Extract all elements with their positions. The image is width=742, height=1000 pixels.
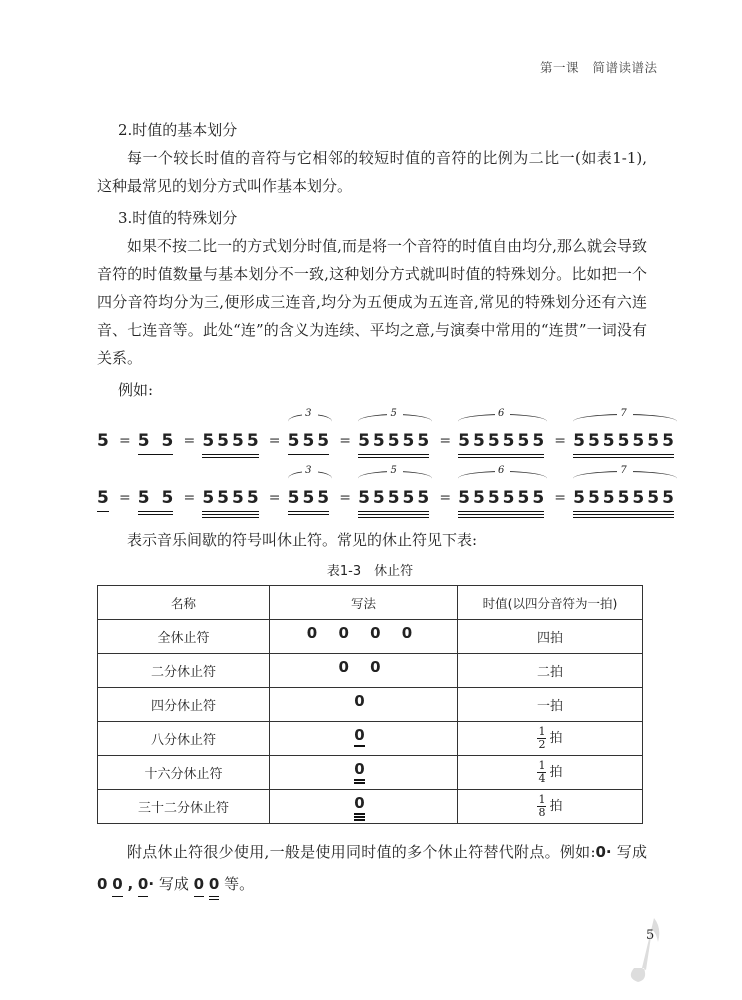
- table-row: [98, 688, 643, 722]
- tuplet-bracket: [288, 465, 333, 486]
- underline: [458, 457, 544, 459]
- underline: [288, 454, 330, 456]
- equals-sign: =: [268, 433, 281, 449]
- tuplet-bracket: [458, 465, 547, 486]
- rest-symbol: 0 0 0 0: [306, 623, 421, 642]
- equals-sign: =: [439, 433, 452, 449]
- underline: [573, 454, 674, 456]
- underline: [202, 517, 258, 519]
- rest-eighth: 0: [112, 874, 122, 898]
- table-row: [98, 722, 643, 756]
- page-body: [97, 112, 677, 900]
- etc-text: 等。: [224, 875, 255, 893]
- closing-paragraph: [97, 836, 647, 900]
- tuplet-bracket: [458, 408, 547, 429]
- closing-text: 附点休止符很少使用,一般是使用同时值的多个休止符替代附点。例如:: [127, 843, 596, 861]
- underline: [458, 454, 544, 456]
- rest-notation-cell: [270, 654, 458, 688]
- equals-sign: =: [183, 433, 196, 449]
- note-group: [458, 408, 548, 461]
- note-group: [138, 430, 177, 461]
- rest-notation-cell: [270, 688, 458, 722]
- equals-sign: =: [118, 490, 131, 506]
- underline: [573, 517, 674, 519]
- underline: [202, 511, 258, 513]
- rest-name: 二分休止符: [98, 654, 270, 688]
- note-group: [138, 487, 177, 518]
- table-row: [98, 654, 643, 688]
- write-as-2: 写成: [158, 875, 189, 893]
- notes: 5555555: [573, 488, 677, 508]
- write-as: 写成: [616, 843, 647, 861]
- underline: [97, 511, 109, 513]
- underline: [138, 511, 174, 513]
- note-group: [458, 465, 548, 518]
- note-group: [202, 487, 261, 518]
- tuplet-number: 3: [302, 465, 317, 476]
- underline: [358, 457, 429, 459]
- tuplet-number: 5: [387, 408, 402, 419]
- col-header-notation: 写法: [270, 586, 458, 620]
- underline: [138, 454, 174, 456]
- rest-duration: 二拍: [458, 654, 643, 688]
- rest-notation-cell: [270, 790, 458, 824]
- tuplet-number: 6: [495, 465, 510, 476]
- underline: [358, 514, 429, 516]
- rest-symbol: 0 0: [338, 657, 389, 676]
- table-caption: 表1-3 休止符: [326, 564, 414, 579]
- comma: ,: [127, 875, 134, 893]
- rest-table: [97, 585, 643, 824]
- note-group: [97, 430, 112, 461]
- underline: [458, 511, 544, 513]
- equals-sign: =: [554, 433, 566, 449]
- underline: [358, 517, 429, 519]
- note-group: [202, 430, 261, 461]
- tuplet-bracket: [358, 465, 432, 486]
- notation-row-1: [97, 408, 677, 461]
- rest-zero: 0: [97, 875, 108, 893]
- tuplet-bracket: [288, 408, 333, 429]
- rest-duration: $\frac{1}{8}$ 拍: [458, 790, 643, 824]
- equals-sign: =: [268, 490, 281, 506]
- table-row: [98, 756, 643, 790]
- notes: 5555: [202, 488, 262, 508]
- rest-symbol: 0: [354, 691, 373, 710]
- rest-name: 三十二分休止符: [98, 790, 270, 824]
- rest-intro: 表示音乐间歇的符号叫休止符。常见的休止符见下表:: [127, 531, 478, 549]
- notes: 5 5: [137, 488, 177, 508]
- col-header-name: 名称: [98, 586, 270, 620]
- note-group: [358, 465, 433, 518]
- rest-name: 四分休止符: [98, 688, 270, 722]
- note-group: [573, 465, 677, 518]
- notes: 5555555: [573, 431, 677, 451]
- chapter-label: 第一课: [540, 60, 580, 75]
- music-note-decoration-icon: [628, 908, 668, 988]
- table-header-row: [98, 586, 643, 620]
- rest-duration: 四拍: [458, 620, 643, 654]
- rest-duration: $\frac{1}{2}$ 拍: [458, 722, 643, 756]
- underline: [288, 514, 330, 516]
- underline: [138, 514, 174, 516]
- tuplet-number: 5: [387, 465, 402, 476]
- tuplet-number: 6: [495, 408, 510, 419]
- rest-eighth-2: 0: [194, 874, 204, 898]
- notes: 5: [97, 431, 112, 451]
- equals-sign: =: [554, 490, 566, 506]
- tuplet-number: 7: [617, 465, 632, 476]
- tuplet-bracket: [573, 408, 677, 429]
- underline: [358, 511, 429, 513]
- rest-sixteenth: 0: [209, 874, 219, 898]
- notes: 555: [287, 431, 333, 451]
- underline: [288, 511, 330, 513]
- col-header-duration: 时值(以四分音符为一拍): [458, 586, 643, 620]
- notes: 555555: [458, 488, 548, 508]
- dotted-eighth-rest: 0·: [138, 874, 154, 898]
- note-group: [358, 408, 433, 461]
- equals-sign: =: [439, 490, 452, 506]
- notes: 55555: [358, 431, 433, 451]
- notes: 555: [287, 488, 333, 508]
- rest-symbol: 0: [354, 760, 372, 786]
- fraction: $\frac{1}{4}$: [538, 759, 546, 785]
- rest-name: 十六分休止符: [98, 756, 270, 790]
- equals-sign: =: [339, 490, 351, 506]
- rest-notation-cell: [270, 722, 458, 756]
- underline: [202, 454, 258, 456]
- notes: 55555: [358, 488, 433, 508]
- underline: [573, 514, 674, 516]
- fraction: $\frac{1}{8}$: [538, 793, 546, 819]
- rest-duration: 一拍: [458, 688, 643, 722]
- page-number: 5: [646, 928, 655, 943]
- tuplet-number: 7: [617, 408, 632, 419]
- rest-notation-cell: [270, 620, 458, 654]
- fraction: $\frac{1}{2}$: [538, 725, 546, 751]
- underline: [458, 517, 544, 519]
- rest-name: 全休止符: [98, 620, 270, 654]
- equals-sign: =: [339, 433, 351, 449]
- section-2-paragraph: 每一个较长时值的音符与它相邻的较短时值的音符的比例为二比一(如表1-1),这种最常见的划分方式叫作基本划分。: [97, 149, 647, 195]
- running-header: [540, 58, 657, 76]
- equals-sign: =: [118, 433, 131, 449]
- rest-symbol: 0: [354, 726, 372, 752]
- rest-notation-cell: [270, 756, 458, 790]
- rest-symbol: 0: [354, 794, 372, 820]
- notes: 555555: [458, 431, 548, 451]
- underline: [202, 514, 258, 516]
- underline: [573, 457, 674, 459]
- section-heading-3: 3.时值的特殊划分: [118, 209, 238, 227]
- note-group: [97, 487, 112, 518]
- chapter-title: 简谱读谱法: [592, 60, 658, 75]
- example-label: 例如:: [118, 381, 154, 399]
- note-group: [287, 465, 333, 518]
- dotted-rest: 0·: [595, 843, 612, 861]
- notes: 5: [97, 488, 112, 508]
- rest-duration: $\frac{1}{4}$ 拍: [458, 756, 643, 790]
- notation-row-2: [97, 465, 677, 518]
- underline: [202, 457, 258, 459]
- section-heading-2: 2.时值的基本划分: [118, 121, 238, 139]
- tuplet-bracket: [358, 408, 432, 429]
- underline: [458, 514, 544, 516]
- equals-sign: =: [183, 490, 196, 506]
- tuplet-number: 3: [302, 408, 317, 419]
- notes: 5 5: [137, 431, 177, 451]
- note-group: [287, 408, 333, 461]
- underline: [573, 511, 674, 513]
- tuplet-bracket: [573, 465, 677, 486]
- rest-name: 八分休止符: [98, 722, 270, 756]
- note-group: [573, 408, 677, 461]
- section-3-paragraph: 如果不按二比一的方式划分时值,而是将一个音符的时值自由均分,那么就会导致音符的时值数量与基本划分不一致,这种划分方式就叫时值的特殊划分。比如把一个四分音符均分为三,便形成三连音,均分为五便成为五连音,常见的特殊划分还有六连音、七连音等。此处“连”的含义为连续、平均之意,与演奏中常用的“连贯”一词没有关系。: [97, 237, 647, 367]
- underline: [358, 454, 429, 456]
- table-row: [98, 620, 643, 654]
- table-row: [98, 790, 643, 824]
- notes: 5555: [202, 431, 262, 451]
